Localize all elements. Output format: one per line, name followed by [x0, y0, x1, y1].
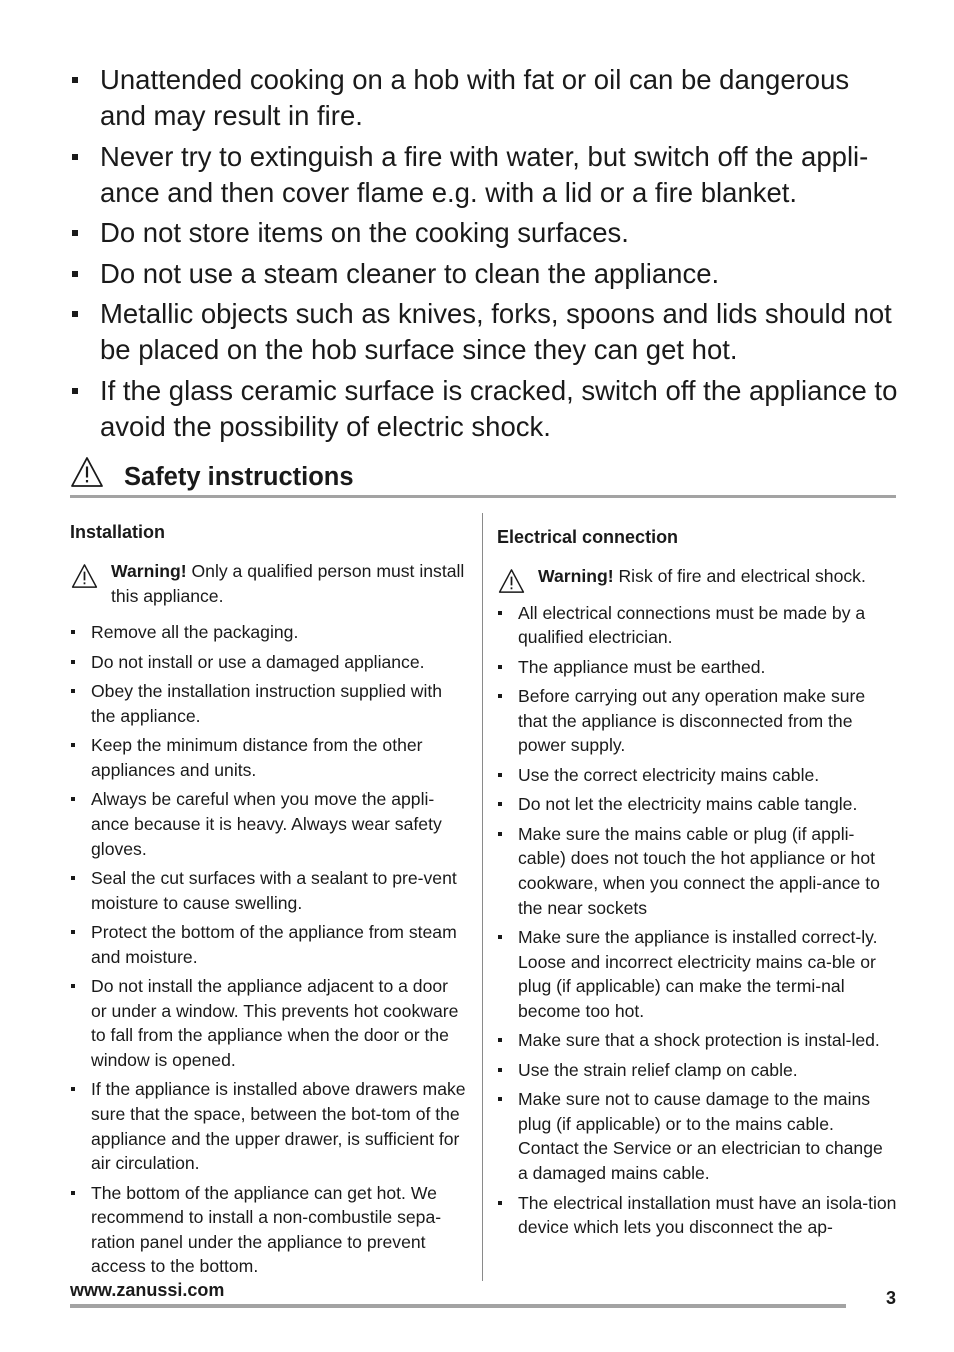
list-item: Protect the bottom of the appliance from steam and moisture.: [70, 920, 468, 969]
footer-rule: [70, 1304, 846, 1308]
warning-triangle-icon: [71, 563, 98, 589]
installation-column: [70, 519, 468, 1284]
list-item: Unattended cooking on a hob with fat or oil can be dangerous and may result in fire.: [70, 62, 900, 134]
electrical-heading: Electrical connection: [497, 527, 679, 547]
list-item: Do not use a steam cleaner to clean the appliance.: [70, 256, 900, 292]
list-item: Always be careful when you move the appli-ance because it is heavy. Always wear safety gloves.: [70, 787, 468, 861]
electrical-list: [497, 601, 897, 1240]
list-item: Make sure not to cause damage to the mains plug (if applicable) or to the mains cable. Contact the Service or an electrician to change a damaged mains cable.: [497, 1087, 897, 1185]
list-item: Never try to extinguish a fire with water, but switch off the appli-ance and then cover flame e.g. with a lid or a fire blanket.: [70, 139, 900, 211]
installation-heading: Installation: [70, 522, 166, 542]
page-number: 3: [885, 1288, 896, 1308]
column-divider: [482, 513, 483, 1281]
electrical-column: [497, 524, 897, 1245]
list-item: Metallic objects such as knives, forks, spoons and lids should not be placed on the hob surface since they can get hot.: [70, 296, 900, 368]
list-item: Make sure the appliance is installed correct-ly. Loose and incorrect electricity mains ca-ble or plug (if applicable) can make the termi-nal become too hot.: [497, 925, 897, 1023]
list-item: The appliance must be earthed.: [497, 655, 897, 680]
list-item: Make sure the mains cable or plug (if appli-cable) does not touch the hot appliance or hot cookware, when you connect the appli-ance to the near sockets: [497, 822, 897, 920]
list-item: Before carrying out any operation make sure that the appliance is disconnected from the power supply.: [497, 684, 897, 758]
list-item: If the appliance is installed above drawers make sure that the space, between the bot-tom of the appliance and the upper drawer, is sufficient for air circulation.: [70, 1077, 468, 1175]
list-item: Keep the minimum distance from the other appliances and units.: [70, 733, 468, 782]
list-item: Use the correct electricity mains cable.: [497, 763, 897, 788]
list-item: If the glass ceramic surface is cracked, switch off the appliance to avoid the possibility of electric shock.: [70, 373, 900, 445]
list-item: Do not let the electricity mains cable tangle.: [497, 792, 897, 817]
list-item: Obey the installation instruction supplied with the appliance.: [70, 679, 468, 728]
installation-warning: [70, 559, 468, 608]
list-item: The bottom of the appliance can get hot. We recommend to install a non-combustile sepa-ration panel under the appliance to prevent access to the bottom.: [70, 1181, 468, 1279]
list-item: Use the strain relief clamp on cable.: [497, 1058, 897, 1083]
warning-triangle-icon: [70, 456, 104, 488]
warning-label: Warning!: [111, 561, 187, 581]
list-item: Do not install or use a damaged appliance.: [70, 650, 468, 675]
list-item: All electrical connections must be made by a qualified electrician.: [497, 601, 897, 650]
cooking-hazard-list: [70, 62, 900, 449]
list-item: Do not install the appliance adjacent to a door or under a window. This prevents hot cookware to fall from the appliance when the door or the window is opened.: [70, 974, 468, 1072]
warning-text: Only a qualified person must install this appliance.: [111, 561, 465, 606]
warning-triangle-icon: [498, 568, 525, 594]
section-header: [70, 455, 896, 498]
footer-url: www.zanussi.com: [70, 1280, 225, 1300]
list-item: Make sure that a shock protection is instal-led.: [497, 1028, 897, 1053]
electrical-warning: [497, 564, 897, 589]
list-item: Do not store items on the cooking surfaces.: [70, 215, 900, 251]
list-item: The electrical installation must have an isola-tion device which lets you disconnect the ap-: [497, 1191, 897, 1240]
installation-list: [70, 620, 468, 1279]
list-item: Seal the cut surfaces with a sealant to pre-vent moisture to cause swelling.: [70, 866, 468, 915]
warning-text: Risk of fire and electrical shock.: [618, 566, 866, 586]
section-title: Safety instructions: [124, 463, 354, 491]
list-item: Remove all the packaging.: [70, 620, 468, 645]
warning-label: Warning!: [538, 566, 614, 586]
